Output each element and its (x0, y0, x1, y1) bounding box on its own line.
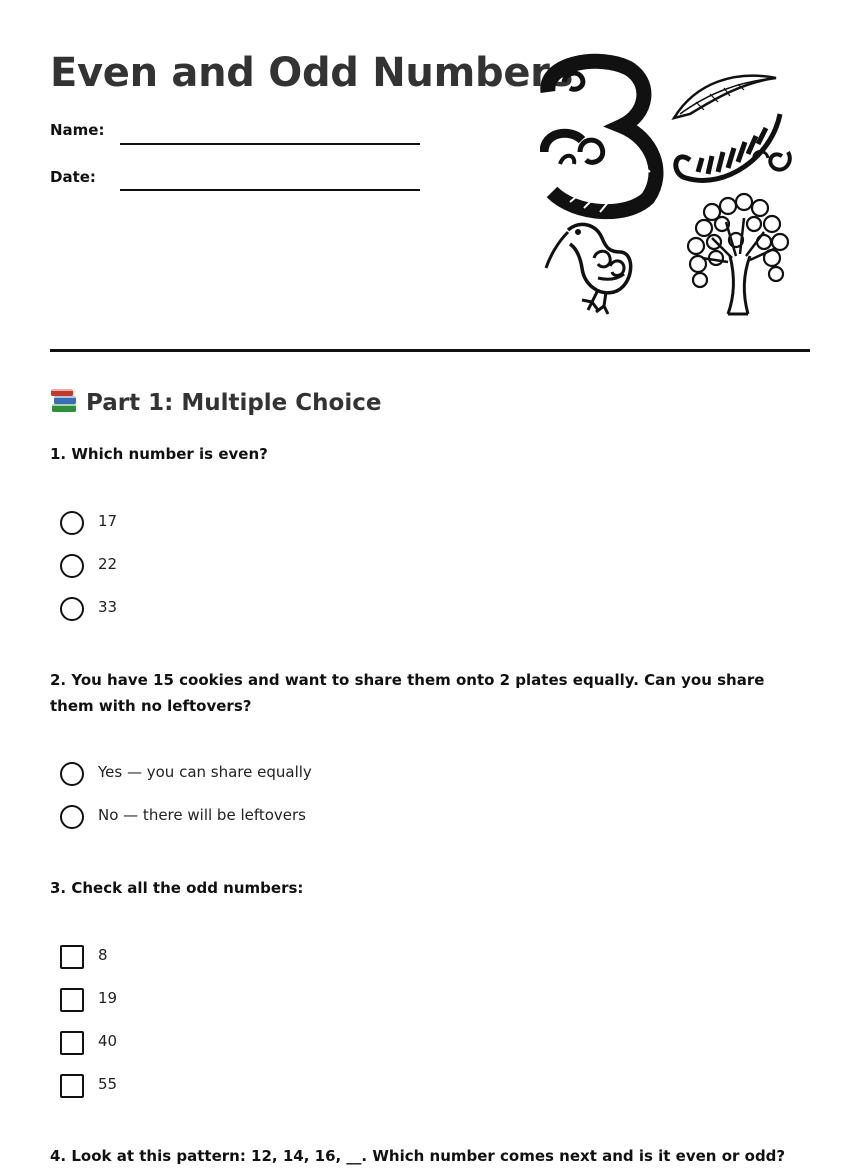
checkbox[interactable] (60, 988, 84, 1012)
radio-button[interactable] (60, 762, 84, 786)
part1-heading-text: Part 1: Multiple Choice (86, 390, 382, 416)
header-divider (50, 349, 810, 352)
date-label: Date: (50, 168, 96, 186)
question-2-text: 2. You have 15 cookies and want to share them onto 2 plates equally. Can you share them with no leftovers? (50, 671, 765, 715)
question-3-text: 3. Check all the odd numbers: (50, 879, 304, 897)
question-1-text: 1. Which number is even? (50, 445, 268, 463)
checkbox[interactable] (60, 1074, 84, 1098)
option-label: 22 (98, 555, 118, 573)
kiwi-bird-icon (546, 224, 631, 314)
radio-button[interactable] (60, 554, 84, 578)
radio-button[interactable] (60, 805, 84, 829)
option-label: 17 (98, 512, 118, 530)
option-label: 19 (98, 989, 118, 1007)
feather-icon (674, 76, 790, 181)
date-field (50, 168, 96, 186)
option-label: 8 (98, 946, 108, 964)
radio-button[interactable] (60, 511, 84, 535)
checkbox[interactable] (60, 1031, 84, 1055)
part1-heading (50, 388, 381, 416)
name-label: Name: (50, 121, 105, 139)
checkbox[interactable] (60, 945, 84, 969)
option-label: Yes — you can share equally (98, 763, 312, 781)
date-line[interactable] (120, 189, 420, 191)
question-4-text: 4. Look at this pattern: 12, 14, 16, __. Which number comes next and is it even or odd? (50, 1147, 786, 1165)
maori-art-illustration (540, 52, 800, 318)
tree-icon (688, 194, 788, 314)
name-field (50, 121, 104, 139)
page-title: Even and Odd Numbers (50, 50, 574, 96)
option-label: 40 (98, 1032, 118, 1050)
option-label: No — there will be leftovers (98, 806, 307, 824)
koru-number-3-icon (544, 61, 656, 212)
name-line[interactable] (120, 143, 420, 145)
option-label: 33 (98, 598, 118, 616)
books-icon (50, 388, 78, 414)
option-label: 55 (98, 1075, 118, 1093)
radio-button[interactable] (60, 597, 84, 621)
